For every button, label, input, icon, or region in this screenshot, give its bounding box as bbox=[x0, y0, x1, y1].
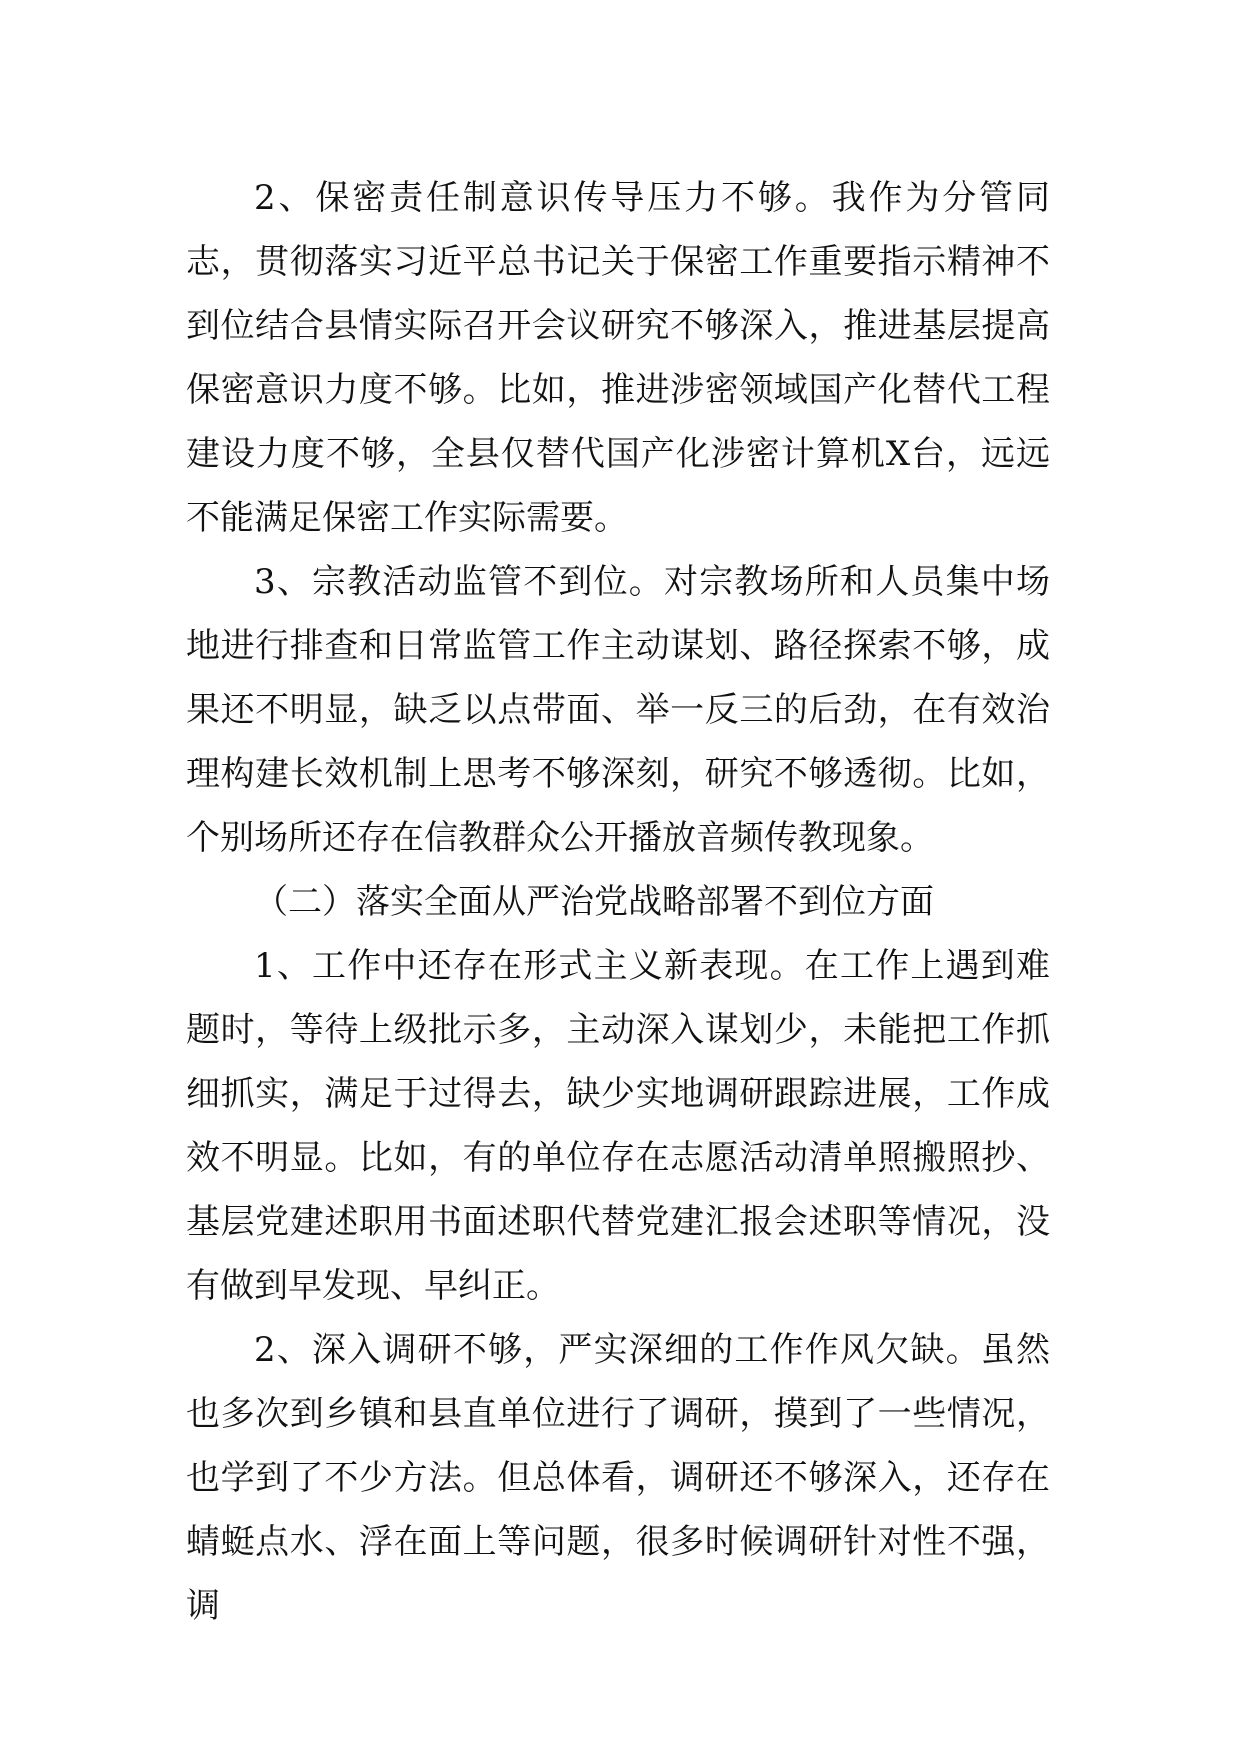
document-body bbox=[186, 166, 1050, 1638]
paragraph-religious-supervision: 3、宗教活动监管不到位。对宗教场所和人员集中场地进行排查和日常监管工作主动谋划、路径探索不够，成果还不明显，缺乏以点带面、举一反三的后劲，在有效治理构建长效机制上思考不够深刻，研究不够透彻。比如，个别场所还存在信教群众公开播放音频传教现象。 bbox=[186, 562, 1050, 858]
paragraph-confidentiality-responsibility: 2、保密责任制意识传导压力不够。我作为分管同志，贯彻落实习近平总书记关于保密工作重要指示精神不到位结合县情实际召开会议研究不够深入，推进基层提高保密意识力度不够。比如，推进涉密领域国产化替代工程建设力度不够，全县仅替代国产化涉密计算机X台，远远不能满足保密工作实际需要。 bbox=[186, 178, 1050, 538]
section-heading-party-governance: （二）落实全面从严治党战略部署不到位方面 bbox=[254, 882, 934, 922]
paragraph-formalism: 1、工作中还存在形式主义新表现。在工作上遇到难题时，等待上级批示多，主动深入谋划少，未能把工作抓细抓实，满足于过得去，缺少实地调研跟踪进展，工作成效不明显。比如，有的单位存在志愿活动清单照搬照抄、基层党建述职用书面述职代替党建汇报会述职等情况，没有做到早发现、早纠正。 bbox=[186, 946, 1050, 1306]
paragraph-research-insufficient: 2、深入调研不够，严实深细的工作作风欠缺。虽然也多次到乡镇和县直单位进行了调研，摸到了一些情况，也学到了不少方法。但总体看，调研还不够深入，还存在蜻蜓点水、浮在面上等问题，很多时候调研针对性不强，调 bbox=[186, 1330, 1050, 1626]
